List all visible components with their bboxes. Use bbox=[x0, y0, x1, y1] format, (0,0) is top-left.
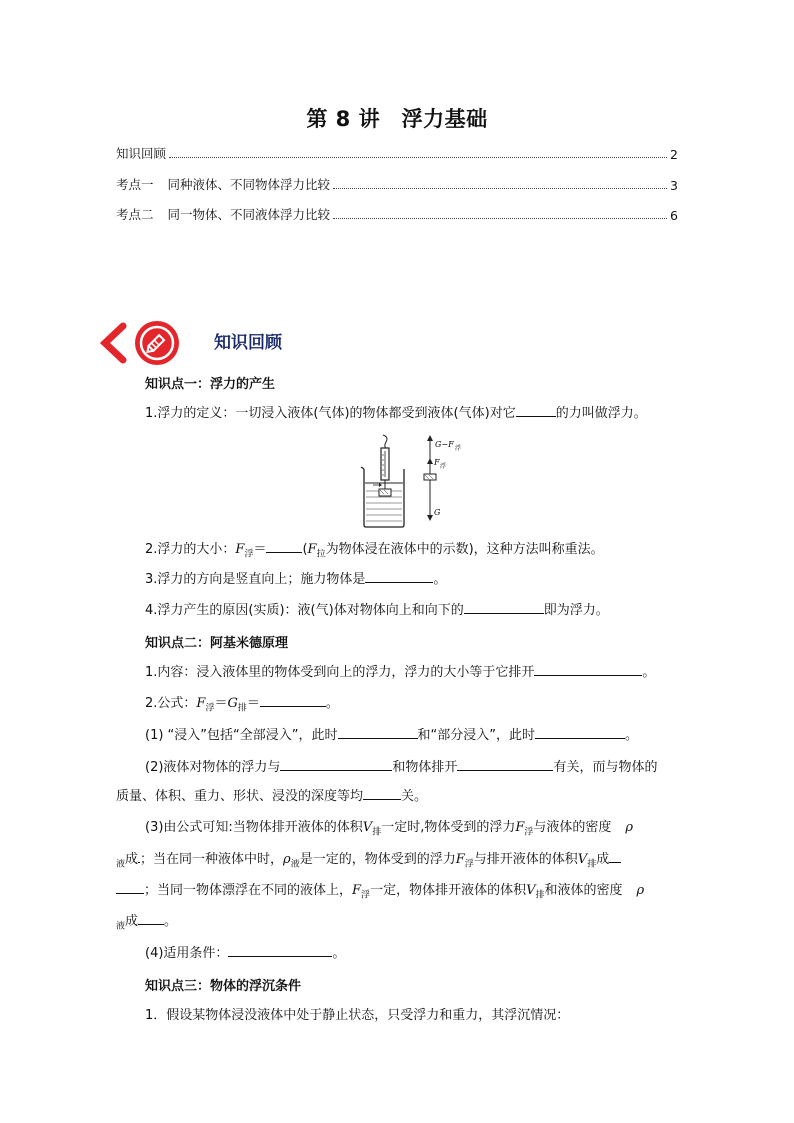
magnitude-line: 2.浮力的大小：$F_浮= (F_拉$为物体浸在液体中的示数)，这种方法叫称重法。 bbox=[145, 542, 604, 560]
knowledge-point-heading: 知识点二：阿基米德原理 bbox=[145, 636, 289, 651]
floating-conditions-line: 1．假设某物体浸没液体中处于静止状态，只受浮力和重力，其浮沉情况： bbox=[145, 1008, 570, 1023]
toc-text: 同一物体、不同液体浮力比较 bbox=[167, 207, 331, 222]
toc-entry[interactable] bbox=[116, 144, 678, 162]
definition-line: 1.浮力的定义：一切浸入液体(气体)的物体都受到液体(气体)对它 的力叫做浮力。 bbox=[145, 406, 647, 421]
answer-blank[interactable] bbox=[363, 787, 401, 800]
figure-label-g-minus-f: G−F bbox=[435, 440, 454, 449]
answer-blank[interactable] bbox=[338, 726, 418, 739]
answer-blank[interactable] bbox=[280, 758, 392, 771]
principle-line: 1.内容：浸入液体里的物体受到向上的浮力，浮力的大小等于它排开 。 bbox=[145, 665, 656, 680]
note-3-line-cont: $_液$成 。 bbox=[116, 914, 178, 932]
toc-leader bbox=[333, 187, 667, 189]
direction-line: 3.浮力的方向是竖直向上；施力物体是 。 bbox=[145, 572, 447, 587]
answer-blank[interactable] bbox=[266, 540, 302, 553]
note-1-line: (1) “浸入”包括“全部浸入”，此时 和“部分浸入”，此时 。 bbox=[145, 728, 638, 743]
toc-label: 知识回顾 bbox=[116, 146, 167, 161]
section-header-icons bbox=[97, 318, 187, 368]
note-3-line-cont: ；当同一物体漂浮在不同的液体上，$F_浮$一定，物体排开液体的体积$V_排$和液体的密度 ρ bbox=[116, 881, 644, 905]
note-3-line-cont: $_液$成 ；当在同一种液体中时，$\rho_液$是一定的，物体受到的浮力$F_浮$与排开液体的体积$V_排$成 bbox=[116, 850, 621, 874]
chevron-left-icon bbox=[105, 326, 123, 360]
answer-blank[interactable] bbox=[138, 912, 164, 925]
toc-leader bbox=[169, 156, 667, 158]
figure-label-g: G bbox=[434, 508, 441, 517]
figure-label-sub: 浮 bbox=[440, 463, 447, 470]
section-title: 知识回顾 bbox=[214, 333, 282, 353]
toc-page: 3 bbox=[670, 178, 678, 193]
formula-line: 2.公式：$F_浮=G_排=$ 。 bbox=[145, 696, 339, 714]
answer-blank[interactable] bbox=[534, 663, 642, 676]
answer-blank[interactable] bbox=[457, 758, 553, 771]
note-4-line: (4)适用条件： 。 bbox=[145, 946, 346, 961]
answer-blank[interactable] bbox=[116, 881, 144, 894]
toc-label: 考点二 bbox=[116, 207, 154, 222]
buoyancy-figure bbox=[355, 433, 470, 533]
toc-page: 2 bbox=[670, 147, 678, 162]
answer-blank[interactable] bbox=[609, 850, 621, 863]
answer-blank[interactable] bbox=[464, 601, 544, 614]
note-2-line-cont: 质量、体积、重力、形状、浸没的深度等均 关。 bbox=[116, 789, 428, 804]
answer-blank[interactable] bbox=[535, 726, 625, 739]
toc-label: 考点一 bbox=[116, 177, 154, 192]
toc-entry[interactable] bbox=[116, 205, 678, 223]
cause-line: 4.浮力产生的原因(实质)：液(气)体对物体向上和向下的 即为浮力。 bbox=[145, 603, 609, 618]
note-3-line: (3)由公式可知:当物体排开液体的体积$V_排$一定时,物体受到的浮力$F_浮$与液体的密度 ρ bbox=[145, 820, 634, 838]
toc-entry[interactable] bbox=[116, 175, 678, 193]
answer-blank[interactable] bbox=[516, 404, 556, 417]
knowledge-point-heading: 知识点三：物体的浮沉条件 bbox=[145, 979, 302, 994]
toc-page: 6 bbox=[670, 208, 678, 223]
figure-label-f: F bbox=[434, 458, 440, 467]
page-title: 第 8 讲 浮力基础 bbox=[306, 107, 488, 131]
answer-blank[interactable] bbox=[228, 944, 332, 957]
figure-label-sub: 浮 bbox=[455, 445, 462, 452]
knowledge-point-heading: 知识点一：浮力的产生 bbox=[145, 377, 276, 392]
pencil-icon bbox=[135, 321, 179, 365]
toc-text: 同种液体、不同物体浮力比较 bbox=[167, 177, 331, 192]
answer-blank[interactable] bbox=[260, 694, 326, 707]
answer-blank[interactable] bbox=[365, 570, 433, 583]
toc-leader bbox=[333, 217, 667, 219]
note-2-line: (2)液体对物体的浮力与 和物体排开 有关，而与物体的 bbox=[145, 760, 658, 775]
